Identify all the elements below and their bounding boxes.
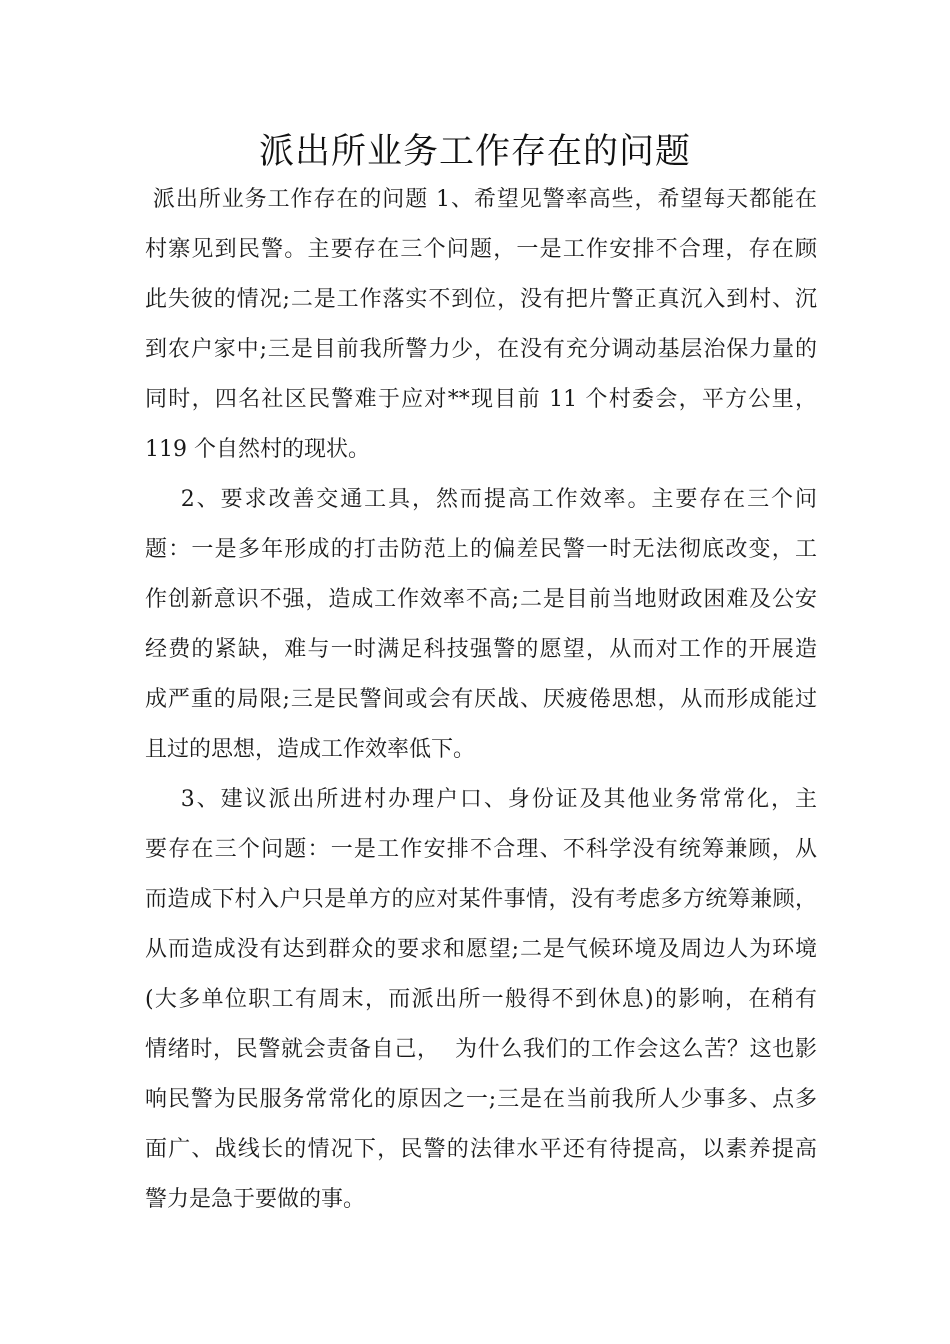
body-line: 作创新意识不强，造成工作效率不高;二是目前当地财政困难及公安 xyxy=(145,587,817,612)
body-line: 经费的紧缺，难与一时满足科技强警的愿望，从而对工作的开展造 xyxy=(145,637,817,662)
body-line: 且过的思想，造成工作效率低下。 xyxy=(145,737,476,762)
body-line: 同时，四名社区民警难于应对**现目前 11 个村委会，平方公里， xyxy=(145,387,817,412)
document-title: 派出所业务工作存在的问题 xyxy=(258,132,691,172)
body-line: 警力是急于要做的事。 xyxy=(145,1187,366,1212)
body-line: 面广、战线长的情况下，民警的法律水平还有待提高，以素养提高 xyxy=(145,1137,817,1162)
body-line: 村寨见到民警。主要存在三个问题，一是工作安排不合理，存在顾 xyxy=(145,237,817,262)
body-line: 2、要求改善交通工具，然而提高工作效率。主要存在三个问 xyxy=(145,487,817,512)
body-line: 派出所业务工作存在的问题 1、希望见警率高些，希望每天都能在 xyxy=(145,187,817,212)
body-line: 此失彼的情况;二是工作落实不到位，没有把片警正真沉入到村、沉 xyxy=(145,287,817,312)
body-line: (大多单位职工有周末，而派出所一般得不到休息)的影响，在稍有 xyxy=(145,987,817,1012)
body-line: 题：一是多年形成的打击防范上的偏差民警一时无法彻底改变，工 xyxy=(145,537,817,562)
body-line: 情绪时，民警就会责备自己， 为什么我们的工作会这么苦？这也影 xyxy=(145,1037,817,1062)
body-line: 而造成下村入户只是单方的应对某件事情，没有考虑多方统筹兼顾， xyxy=(145,887,817,912)
body-line: 成严重的局限;三是民警间或会有厌战、厌疲倦思想，从而形成能过 xyxy=(145,687,817,712)
body-line: 119 个自然村的现状。 xyxy=(145,437,370,462)
body-line: 响民警为民服务常常化的原因之一;三是在当前我所人少事多、点多 xyxy=(145,1087,817,1112)
body-line: 到农户家中;三是目前我所警力少，在没有充分调动基层治保力量的 xyxy=(145,337,817,362)
body-line: 要存在三个问题：一是工作安排不合理、不科学没有统筹兼顾，从 xyxy=(145,837,817,862)
body-line: 3、建议派出所进村办理户口、身份证及其他业务常常化，主 xyxy=(145,787,817,812)
body-line: 从而造成没有达到群众的要求和愿望;二是气候环境及周边人为环境 xyxy=(145,937,817,962)
